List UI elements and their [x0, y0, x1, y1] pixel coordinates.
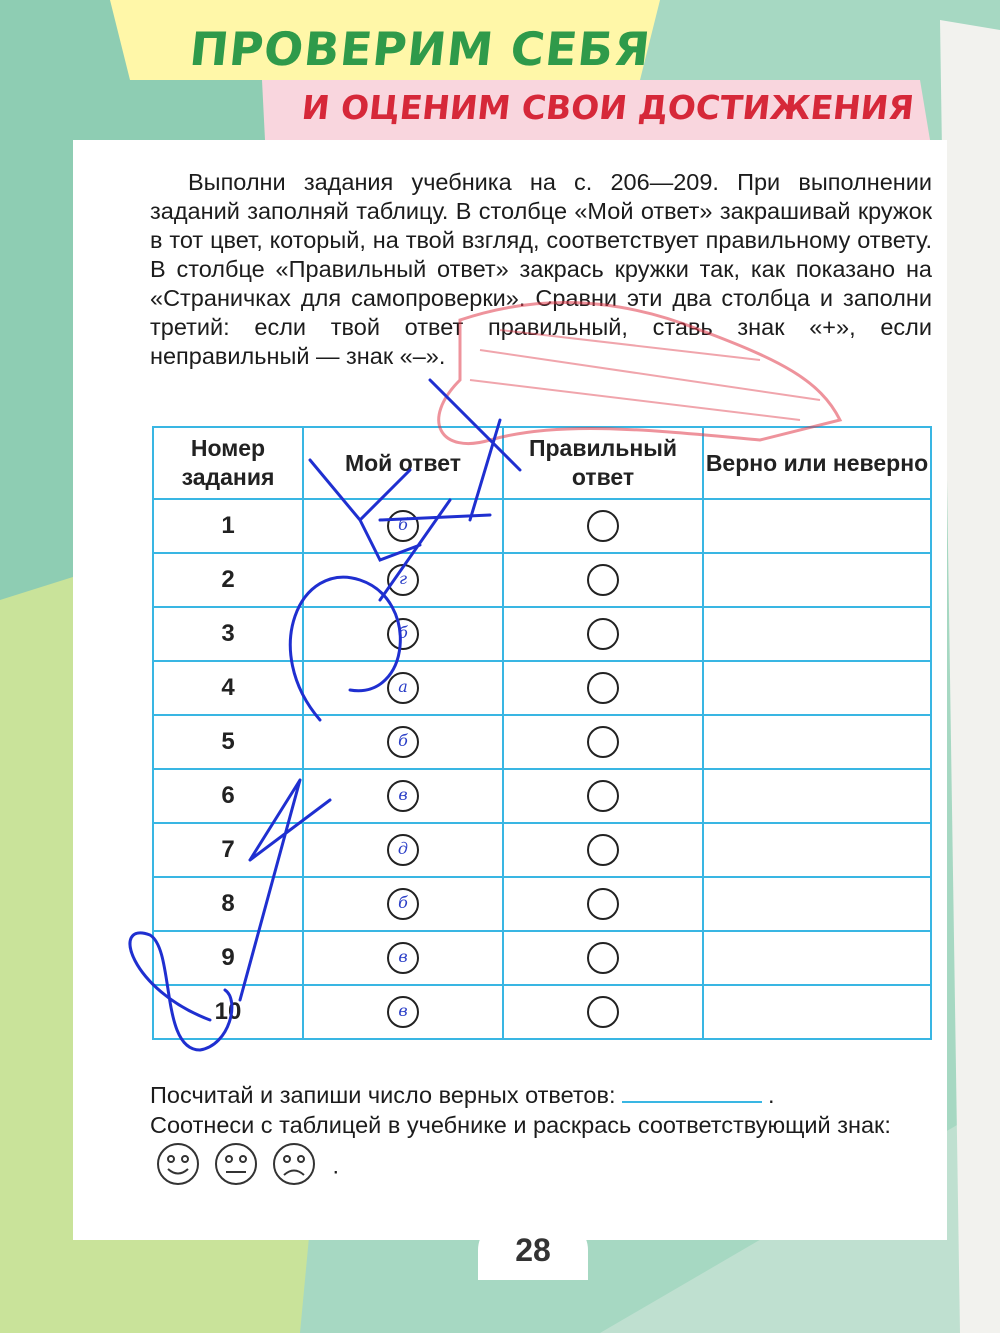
header-correct-answer: Правильный ответ [503, 427, 703, 499]
task-number: 2 [153, 553, 303, 607]
correct-answer-circle[interactable] [587, 780, 619, 812]
page-subtitle: И ОЦЕНИМ СВОИ ДОСТИЖЕНИЯ [299, 88, 916, 127]
my-answer-circle[interactable] [387, 942, 419, 974]
correct-answer-circle[interactable] [587, 564, 619, 596]
my-answer-letter: б [398, 893, 408, 912]
header-right-or-wrong: Верно или неверно [703, 427, 931, 499]
my-answer-circle[interactable] [387, 834, 419, 866]
table-row [153, 607, 931, 661]
my-answer-circle[interactable] [387, 510, 419, 542]
my-answer-circle[interactable] [387, 672, 419, 704]
table-row [153, 823, 931, 877]
correct-answer-circle[interactable] [587, 618, 619, 650]
my-answer-cell [303, 499, 503, 553]
my-answer-cell [303, 877, 503, 931]
count-prompt: Посчитай и запиши число верных ответов: [150, 1082, 616, 1108]
my-answer-letter: в [398, 1001, 408, 1020]
my-answer-letter: а [398, 677, 408, 696]
my-answer-cell [303, 823, 503, 877]
correct-answer-cell [503, 715, 703, 769]
table-row [153, 877, 931, 931]
table-row [153, 553, 931, 607]
count-answer-field[interactable] [622, 1101, 762, 1103]
my-answer-letter: в [398, 947, 408, 966]
compare-prompt: Соотнеси с таблицей в учебнике и раскрась соответствующий знак: [150, 1112, 891, 1138]
compare-line: Соотнеси с таблицей в учебнике и раскрась соответствующий знак: . [150, 1110, 932, 1195]
right-or-wrong-cell[interactable] [703, 607, 931, 661]
my-answer-cell [303, 715, 503, 769]
right-or-wrong-cell[interactable] [703, 715, 931, 769]
header-task-number: Номер задания [153, 427, 303, 499]
correct-answer-circle[interactable] [587, 942, 619, 974]
right-or-wrong-cell[interactable] [703, 769, 931, 823]
table-row [153, 769, 931, 823]
correct-answer-cell [503, 931, 703, 985]
my-answer-circle[interactable] [387, 618, 419, 650]
neutral-face-icon[interactable] [216, 1144, 256, 1184]
correct-answer-cell [503, 877, 703, 931]
correct-answer-circle[interactable] [587, 726, 619, 758]
my-answer-circle[interactable] [387, 996, 419, 1028]
my-answer-cell [303, 769, 503, 823]
task-number: 10 [153, 985, 303, 1039]
my-answer-cell [303, 607, 503, 661]
correct-answer-cell [503, 607, 703, 661]
task-number: 1 [153, 499, 303, 553]
right-or-wrong-cell[interactable] [703, 823, 931, 877]
task-number: 4 [153, 661, 303, 715]
task-number: 8 [153, 877, 303, 931]
table-row [153, 985, 931, 1039]
correct-answer-circle[interactable] [587, 888, 619, 920]
sad-face-icon[interactable] [274, 1144, 314, 1184]
count-line: Посчитай и запиши число верных ответов: . [150, 1082, 775, 1108]
my-answer-cell [303, 931, 503, 985]
correct-answer-cell [503, 661, 703, 715]
footer-text [150, 1080, 932, 1195]
right-or-wrong-cell[interactable] [703, 661, 931, 715]
my-answer-letter: б [398, 731, 408, 750]
answers-table [152, 426, 932, 1040]
table-row [153, 499, 931, 553]
my-answer-letter: г [398, 569, 408, 588]
task-number: 3 [153, 607, 303, 661]
correct-answer-circle[interactable] [587, 996, 619, 1028]
correct-answer-cell [503, 985, 703, 1039]
smiley-faces [156, 1140, 326, 1195]
table-row [153, 661, 931, 715]
task-number: 5 [153, 715, 303, 769]
right-or-wrong-cell[interactable] [703, 931, 931, 985]
header-my-answer: Мой ответ [303, 427, 503, 499]
correct-answer-cell [503, 823, 703, 877]
my-answer-circle[interactable] [387, 564, 419, 596]
my-answer-letter: б [398, 623, 408, 642]
right-or-wrong-cell[interactable] [703, 553, 931, 607]
right-or-wrong-cell[interactable] [703, 985, 931, 1039]
page-number: 28 [478, 1220, 588, 1280]
correct-answer-cell [503, 553, 703, 607]
my-answer-cell [303, 661, 503, 715]
table-row [153, 931, 931, 985]
my-answer-circle[interactable] [387, 726, 419, 758]
my-answer-circle[interactable] [387, 780, 419, 812]
my-answer-circle[interactable] [387, 888, 419, 920]
correct-answer-circle[interactable] [587, 834, 619, 866]
my-answer-letter: б [398, 515, 408, 534]
right-or-wrong-cell[interactable] [703, 499, 931, 553]
table-row [153, 715, 931, 769]
my-answer-letter: в [398, 785, 408, 804]
page-title: ПРОВЕРИМ СЕБЯ [187, 22, 654, 76]
correct-answer-cell [503, 769, 703, 823]
my-answer-cell [303, 553, 503, 607]
correct-answer-cell [503, 499, 703, 553]
correct-answer-circle[interactable] [587, 672, 619, 704]
correct-answer-circle[interactable] [587, 510, 619, 542]
task-number: 7 [153, 823, 303, 877]
happy-face-icon[interactable] [158, 1144, 198, 1184]
task-number: 9 [153, 931, 303, 985]
my-answer-cell [303, 985, 503, 1039]
right-or-wrong-cell[interactable] [703, 877, 931, 931]
task-number: 6 [153, 769, 303, 823]
my-answer-letter: д [397, 839, 409, 858]
instructions-text: Выполни задания учебника на с. 206—209. При выполнении заданий заполняй таблицу. В столбце «Мой ответ» закрашивай кружок в тот цвет, который, на твой взгляд, соответствует правильному ответу. В столбце «Правильный ответ» закрась кружки так, как показано на «Страничках для самопроверки». Сравни эти два столбца и заполни третий: если твой ответ правильный, ставь знак «+», если неправильный — знак «–». [150, 169, 932, 369]
